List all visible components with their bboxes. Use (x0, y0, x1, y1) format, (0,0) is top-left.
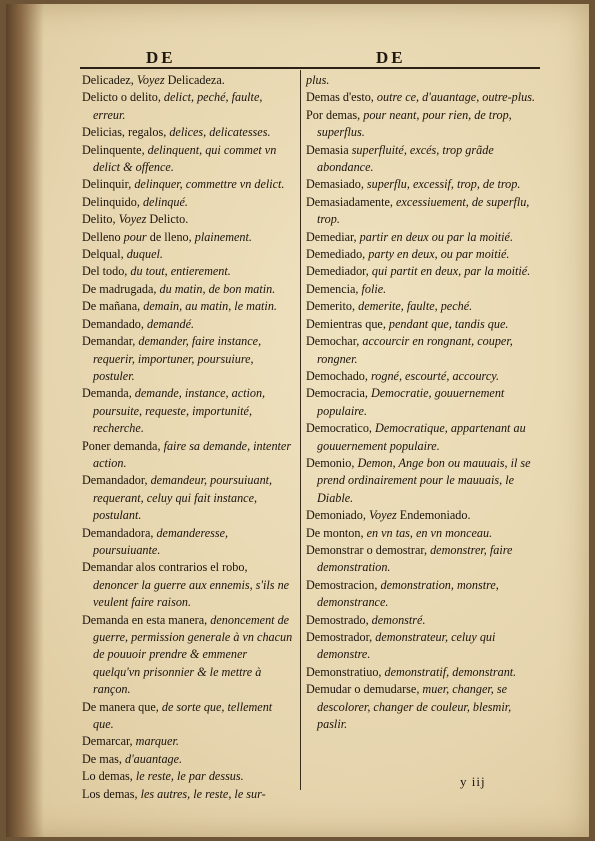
translation: du tout, entierement. (130, 264, 231, 279)
translation: delict, peché, faulte, erreur. (93, 90, 263, 122)
dictionary-entry (306, 229, 538, 246)
headword: Delicto o delito, (82, 90, 164, 105)
dictionary-entry (306, 681, 538, 733)
headword: Demasiado, (306, 177, 367, 192)
dictionary-entry (82, 438, 294, 473)
dictionary-entry (306, 89, 538, 106)
dictionary-entry (306, 525, 538, 542)
left-column (82, 72, 294, 803)
dictionary-entry (306, 368, 538, 385)
dictionary-entry (82, 246, 294, 263)
headword: Demostracion, (306, 577, 381, 592)
translation: superfluité, excés, trop grãde abondance. (317, 142, 494, 175)
dictionary-entry (306, 298, 538, 315)
translation: denoncement de guerre, permission generale à vn chacun de pouuoir prendre & emmener quelqu'vn prisonnier & le mettre à rançon. (93, 612, 293, 697)
dictionary-entry (306, 664, 538, 681)
translation: excessiuement, de superflu, trop. (317, 194, 530, 227)
dictionary-entry (306, 542, 538, 577)
dictionary-entry (306, 629, 538, 664)
headword-tail: de lleno, (146, 229, 195, 244)
translation: plus. (306, 73, 330, 87)
headword: Poner demanda, (82, 438, 164, 453)
translation: delinquent, qui commet vn delict & offence. (93, 142, 277, 175)
translation: demanderesse, poursuiuante. (93, 525, 229, 557)
headword: Delito, (82, 212, 119, 227)
translation: demandé. (146, 316, 195, 331)
dictionary-entry (306, 420, 538, 455)
headword: Demandador, (82, 473, 151, 488)
headword: De mas, (82, 751, 125, 766)
dictionary-entry (82, 229, 294, 246)
running-head-left: DE (146, 48, 176, 67)
dictionary-entry (82, 612, 294, 699)
translation: demonstrateur, celuy qui demonstre. (317, 630, 496, 662)
headword: Demanda en esta manera, (82, 612, 211, 627)
dictionary-entry (82, 124, 294, 141)
dictionary-entry (82, 385, 294, 437)
translation: Voyez (136, 73, 165, 87)
dictionary-entry (306, 176, 538, 193)
translation: pendant que, tandis que. (388, 316, 509, 331)
headword: Demediador, (306, 264, 372, 279)
headword: Delleno (82, 229, 124, 244)
dictionary-entry (82, 333, 294, 385)
headword: Demochado, (306, 368, 371, 383)
translation: les autres, le reste, le sur- (140, 786, 266, 801)
book-page (6, 4, 589, 837)
headword: Demochar, (306, 334, 363, 349)
dictionary-entry (82, 194, 294, 211)
headword: Demediado, (306, 247, 369, 262)
headword: Delinquente, (82, 142, 148, 157)
headword: Demandar alos contrarios el robo, (82, 560, 248, 575)
dictionary-entry (306, 507, 538, 524)
dictionary-entry (82, 176, 294, 193)
dictionary-entry (306, 72, 538, 89)
headword: Demandar, (82, 334, 139, 349)
headword-tail: Delicto. (146, 212, 189, 227)
translation: muer, changer, se descolorer, changer de couleur, blesmir, paslir. (317, 682, 512, 732)
dictionary-entry (82, 525, 294, 560)
headword: De monton, (306, 525, 367, 540)
headword: Demoniado, (306, 508, 369, 523)
headword: Demostrado, (306, 612, 372, 627)
translation: marquer. (135, 734, 179, 749)
dictionary-entry (306, 577, 538, 612)
translation: party en deux, ou par moitié. (368, 247, 510, 262)
translation: partir en deux ou par la moitié. (359, 229, 513, 244)
translation: delices, delicatesses. (169, 125, 271, 140)
dictionary-entry (82, 751, 294, 768)
dictionary-entry (306, 194, 538, 229)
translation: demerite, faulte, peché. (358, 299, 473, 314)
dictionary-entry (82, 89, 294, 124)
translation: demonstrer, faire demonstration. (317, 542, 513, 575)
dictionary-entry (82, 263, 294, 280)
headword: Demarcar, (82, 734, 136, 749)
translation: superflu, excessif, trop, de trop. (366, 177, 521, 192)
translation: accourcir en rongnant, couper, rongner. (317, 334, 513, 366)
headword: De madrugada, (82, 281, 160, 296)
headword: Demonstrar o demostrar, (306, 542, 431, 557)
translation: rogné, escourté, accourcy. (370, 368, 500, 383)
dictionary-entry (82, 472, 294, 524)
headword: Delqual, (82, 247, 127, 262)
translation: d'auantage. (124, 751, 183, 766)
headword: Delicias, regalos, (82, 125, 170, 140)
headword: Demientras que, (306, 316, 389, 331)
translation-tail: plainement. (194, 229, 252, 244)
dictionary-entry (306, 142, 538, 177)
translation: demander, faire instance, requerir, importuner, poursuiure, postuler. (93, 334, 262, 383)
translation: Voyez (368, 508, 397, 523)
translation: demande, instance, action, poursuite, requeste, importunité, recherche. (93, 386, 266, 436)
binding-gutter (6, 4, 44, 837)
dictionary-entry (306, 455, 538, 507)
translation: Democratique, appartenant au gouuernement populaire. (317, 421, 526, 453)
column-divider (300, 70, 301, 790)
dictionary-entry (82, 211, 294, 228)
running-head-right: DE (376, 48, 406, 67)
headword: Demanda, (82, 386, 135, 401)
translation: delinquer, commettre vn delict. (134, 177, 285, 192)
dictionary-entry (306, 612, 538, 629)
headword: Demonstratiuo, (306, 664, 385, 679)
dictionary-entry (82, 559, 294, 611)
translation: Voyez (118, 212, 147, 227)
dictionary-entry (306, 385, 538, 420)
headword: De mañana, (82, 299, 144, 314)
headword: De manera que, (82, 699, 162, 714)
dictionary-entry (82, 281, 294, 298)
translation: Democratie, gouuernement populaire. (317, 386, 505, 418)
dictionary-entry (82, 786, 294, 803)
header-rule (80, 67, 540, 69)
signature-mark: y iij (460, 774, 486, 789)
headword-tail: Endemoniado. (396, 508, 471, 523)
translation: pour neant, pour rien, de trop, superflus. (317, 107, 512, 140)
headword: Demandadora, (82, 525, 157, 540)
headword: Demandado, (82, 316, 147, 331)
translation: delinqué. (142, 194, 188, 209)
translation: demonstratif, demonstrant. (384, 664, 517, 679)
dictionary-entry (306, 281, 538, 298)
headword: Demostrador, (306, 630, 376, 644)
translation: demonstré. (371, 612, 426, 627)
translation: demandeur, poursuiuant, requerant, celuy qui fait instance, postulant. (93, 473, 273, 523)
headword: Demediar, (306, 229, 360, 244)
dictionary-entry (82, 699, 294, 734)
headword: Democracia, (306, 386, 371, 401)
headword-tail: Delicadeza. (164, 73, 225, 87)
translation: demain, au matin, le matin. (143, 299, 277, 314)
translation: le reste, le par dessus. (135, 769, 244, 784)
translation: faire sa demande, intenter action. (93, 438, 292, 470)
headword: Demencia, (306, 281, 362, 296)
dictionary-entry (306, 107, 538, 142)
dictionary-entry (82, 72, 294, 89)
dictionary-entry (82, 768, 294, 785)
headword: Lo demas, (82, 769, 136, 784)
dictionary-entry (306, 333, 538, 368)
headword: Delinquir, (82, 177, 135, 192)
translation: pour (123, 229, 147, 244)
headword: Demudar o demudarse, (306, 682, 423, 697)
dictionary-entry (82, 298, 294, 315)
translation: duquel. (126, 247, 163, 262)
translation: denoncer la guerre aux ennemis, s'ils ne veulent faire raison. (93, 577, 290, 610)
translation: outre ce, d'auantage, outre-plus. (376, 90, 535, 105)
translation: demonstration, monstre, demonstrance. (317, 577, 499, 610)
dictionary-entry (306, 246, 538, 263)
translation: du matin, de bon matin. (159, 281, 276, 296)
headword: Demerito, (306, 299, 359, 314)
headword: Del todo, (82, 264, 131, 279)
dictionary-entry (82, 142, 294, 177)
headword: Por demas, (306, 107, 364, 122)
headword: Delinquido, (82, 194, 143, 209)
headword: Demasia (306, 142, 352, 157)
dictionary-entry (82, 733, 294, 750)
right-column (306, 72, 538, 733)
translation: en vn tas, en vn monceau. (366, 525, 493, 540)
headword: Delicadez, (82, 73, 137, 87)
headword: Demas d'esto, (306, 90, 377, 105)
dictionary-entry (306, 263, 538, 280)
translation: Demon, Ange bon ou mauuais, il se prend ordinairement pour le mauuais, le Diable. (317, 455, 531, 505)
dictionary-entry (82, 316, 294, 333)
headword: Los demas, (82, 786, 141, 801)
translation: qui partit en deux, par la moitié. (371, 264, 531, 279)
translation: de sorte que, tellement que. (93, 699, 273, 732)
headword: Demasiadamente, (306, 194, 397, 209)
headword: Democratico, (306, 421, 376, 436)
dictionary-entry (306, 316, 538, 333)
headword: Demonio, (306, 455, 358, 470)
translation: folie. (361, 281, 387, 296)
